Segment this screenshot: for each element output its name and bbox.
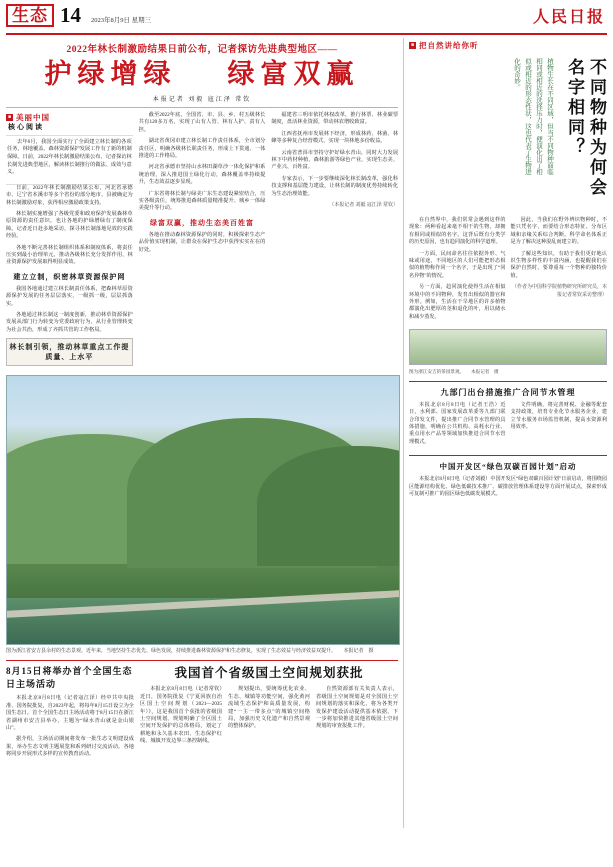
headline-part-2: 绿富双赢 bbox=[227, 59, 360, 89]
nature-talk-signature: （作者为中国科学院植物研究所研究员，本报记者常钦采访整理） bbox=[511, 285, 607, 298]
story-ecology-day-p1: 本报北京8月8日电（记者寇江泽）经中共中央批准、国务院批复，自2023年起，将每年8月15日设立为全国生态日。首个全国生态日主场活动将于8月15日在浙江省湖州市安吉县举办，主题为“绿水青山就是金山银山”。 bbox=[6, 695, 134, 731]
right-divider-2 bbox=[409, 455, 607, 456]
lead-photo bbox=[6, 375, 400, 645]
story-land-plan-col-2 bbox=[228, 686, 310, 749]
main-column bbox=[6, 38, 398, 828]
core-reading-paragraph: 去年6月，我国全面实行了全面建立林长制的各项任务，林地覆盖、森林资源保护发展工作有了新的机制保障。日前，2022年林长制激励结果公布，记者探访林长制先进典型地区，解读林长制推行的做法、成效与意义。 bbox=[7, 138, 132, 176]
lead-c1-p1: 日前，2022年林长制激励结果公布，河北省承德市、辽宁省本溪市等多个省份的部分地市、县被确定为林长制激励对象，获得相应激励政策支持。 bbox=[6, 184, 133, 206]
lead-c3-p3: 云南省普洱市坚持守护好绿水青山，同时大力发展林下中药材种植、森林旅游等绿色产业，实现生态美、产业兴、百姓富。 bbox=[271, 149, 399, 171]
paper-name: 人民日报 bbox=[532, 9, 605, 26]
lead-c2-p2: 湖北省黄冈市建立林长制工作责任体系，全市划分责任区，明确各级林长职责任务，形成上下贯通、一体推进的工作格局。 bbox=[138, 138, 266, 160]
lead-c3-p2: 江西省抚州市发展林下经济，形成林药、林菌、林蜂等多种复合经营模式，实现一块林地多份收益。 bbox=[271, 130, 399, 145]
lead-c2-p5: 各地在推动森林资源保护的同时，积极探索生态产品价值实现机制，让群众在保护生态中获得实实在在的好处。 bbox=[138, 231, 266, 253]
lead-c3-p1: 福建省三明市依托林权改革，推行林票、林业碳票制度，盘活林业资源，带动林农增收致富。 bbox=[271, 112, 399, 126]
right-divider-1 bbox=[409, 381, 607, 382]
lead-subhead-1: 建立立制，织密林草资源保护网 bbox=[13, 272, 126, 281]
story-land-plan bbox=[140, 665, 398, 762]
lead-kicker: 2022年林长制激励结果日前公布，记者探访先进典型地区—— bbox=[66, 45, 338, 55]
lead-c1-p2: 林长制实施增强了各级党委和政府保护发展森林草原资源的责任意识，也让各地的护绿增绿有了制度保障。记者近日赴多地采访，探寻林长制落地见效的实践经验。 bbox=[6, 211, 133, 240]
nature-talk-label: 把自然讲给你听 bbox=[419, 41, 479, 50]
nature-talk-p1: 在自然界中，我们常常会遇到这样的现象：两种看起来毫不相干的生物，却拥有相同或相似的名字。这背后既有分类学的历史原因，也有趋同演化的科学道理。 bbox=[409, 217, 506, 246]
section-flag-nature-talk bbox=[409, 40, 607, 51]
lead-col-2 bbox=[139, 112, 266, 370]
news-water-heading: 九部门出台措施推广合同节水管理 bbox=[440, 387, 576, 397]
lead-c2-p1: 截至2022年底，全国省、市、县、乡、村五级林长共有120多万名，实现了山有人管、林有人护、责有人担。 bbox=[138, 112, 266, 133]
lead-c3-p4: 专家表示，下一步要继续深化林长制改革，强化科技支撑和基层能力建设，让林长制的制度优势持续转化为生态治理效能。 bbox=[271, 175, 399, 197]
lead-c1-p4: 我国各地通过建立林长制责任体系，把森林草原资源保护发展的任务层层落实，一级抓一级，层层抓落实。 bbox=[6, 285, 133, 307]
nature-talk-quote: 植物生长在不同区域，但当不同物种面临相同或相近的选择压力时，便演化出了相似或相近的形态性状，这也代表了生物进化的奇妙。 bbox=[513, 58, 553, 175]
right-column bbox=[403, 38, 607, 828]
red-square-icon: ■ bbox=[7, 115, 12, 121]
nature-talk-body bbox=[409, 217, 607, 325]
story-land-plan-p1: 本报北京8月8日电（记者常钦）近日，国务院批复《宁夏回族自治区国土空间规划（2021—2035年）》，这是我国首个获批的省级国土空间规划。规划明确了全区国土空间开发保护的总体格局，划定了耕地和永久基本农田、生态保护红线、城镇开发边界三条控制线。 bbox=[140, 686, 222, 745]
lead-text-columns bbox=[6, 112, 398, 370]
section-flag-label: 美丽中国 bbox=[16, 113, 50, 122]
news-carbon-p1: 本报北京8月8日电（记者刘毅）中国开发区“绿色双碳百园计划”日前启动，将围绕园区能源结构优化、绿色低碳技术推广、碳排放管理体系建设等方面开展试点，探索形成可复制可推广的园区绿色低碳发展模式。 bbox=[409, 476, 607, 497]
lead-subhead-2: 绿富双赢，推动生态美百姓富 bbox=[150, 218, 254, 227]
bottom-divider bbox=[6, 660, 398, 661]
nature-talk-p3: 另一方面，趋同演化使得生活在相似环境中的不同物种，发育出相似的器官和外形。例如，生活在干旱地区的许多植物都演化出肥厚的茎和退化的叶，用以储水和减少蒸发。 bbox=[409, 284, 506, 320]
core-reading-box bbox=[6, 135, 133, 185]
news-water-body bbox=[409, 402, 607, 450]
nature-talk-p5: 了解这些知识，有助于我们更好地认识生物多样性的丰富内涵，也提醒我们在保护自然时，要尊重每一个物种的独特价值。 bbox=[510, 250, 607, 279]
story-land-plan-title: 我国首个省级国土空间规划获批 bbox=[174, 666, 364, 681]
section-flag-meili-zhongguo bbox=[6, 114, 133, 121]
nature-talk-p4: 因此，当我们在野外辨识物种时，不能只凭名字，而要结合形态特征、分布区域和亲缘关系综合判断。科学命名体系正是为了解决这种混乱而建立的。 bbox=[510, 217, 607, 246]
headline-part-1: 护绿增绿 bbox=[44, 59, 177, 89]
lead-col-3 bbox=[271, 112, 398, 370]
story-land-plan-p2: 规划提出，要统筹优化农业、生态、城镇等功能空间，强化黄河流域生态保护和高质量发展，构建“一主一带多点”的城镇空间格局，加强历史文化遗产和自然景观的整体保护。 bbox=[228, 686, 310, 730]
red-square-icon: ■ bbox=[410, 43, 415, 48]
news-carbon-body bbox=[409, 476, 607, 498]
lead-byline: 本报记者 刘毅 寇江泽 常钦 bbox=[152, 97, 252, 103]
lead-signature: （本报记者 刘毅 寇江泽 常钦） bbox=[329, 203, 399, 209]
right-column-photo bbox=[409, 329, 607, 365]
story-ecology-day bbox=[6, 665, 134, 762]
bottom-stories bbox=[6, 665, 398, 762]
news-water-p1: 本报北京8月8日电（记者王浩）近日，水利部、国家发展改革委等九部门联合印发文件，提出推广合同节水管理的具体措施，明确在公共机构、高耗水行业、重点用水产品等领域加快推进合同节水管理模式。 bbox=[409, 401, 506, 445]
section-label: 生态 bbox=[6, 4, 54, 27]
story-land-plan-columns bbox=[140, 686, 398, 749]
lead-col-1 bbox=[6, 112, 133, 370]
lead-c1-p3: 各地不断完善林长制组织体系和制度体系，将责任压实到最小治理单元，推动各级林长充分发挥作用，林业资源保护发展取得明显成效。 bbox=[6, 244, 133, 266]
lead-c1-p5: 各地通过林长制这一制度创新，推动林草资源保护发展从部门行为转变为党委政府行为，从行业管理转变为社会共治，形成了齐抓共管的工作格局。 bbox=[6, 312, 133, 333]
story-ecology-day-p2: 据介绍，主场活动期间将发布一批生态文明建设成果，举办生态文明主题展览和系列研讨交流活动。各地将同步开展形式多样的宣传教育活动。 bbox=[6, 736, 134, 758]
headline-divider bbox=[6, 107, 398, 108]
story-land-plan-p3: 自然资源部有关负责人表示，省级国土空间规划是对全国国土空间规划的落实和深化，将为各类开发保护建设活动提供基本依据，下一步将加快推进其他省级国土空间规划的审查报批工作。 bbox=[316, 686, 398, 730]
page-columns bbox=[6, 38, 607, 828]
lead-headline bbox=[6, 57, 398, 91]
core-reading-title: 核心阅读 bbox=[8, 123, 44, 132]
masthead-rule bbox=[6, 33, 607, 35]
lead-c2-p3: 河北省承德市坚持山水林田湖草沙一体化保护和系统治理，深入推进国土绿化行动，森林覆盖率持续提升，生态效益逐步显现。 bbox=[138, 164, 266, 186]
story-land-plan-col-3 bbox=[316, 686, 398, 749]
masthead bbox=[6, 4, 607, 32]
nature-talk-p2: 一方面，民间命名往往依据外形、气味或用途，不同地区的人们可能把形态相似的植物称作同一个名字，于是出现了“同名异物”的情况。 bbox=[409, 250, 506, 279]
news-water-p2: 文件明确，将完善财税、金融等配套支持政策，培育专业化节水服务企业，建立节水服务市场监管机制，提高水资源利用效率。 bbox=[510, 401, 607, 430]
publication-date: 2023年8月9日 星期三 bbox=[91, 17, 152, 24]
lead-c2-p4: 广东省将林长制与绿美广东生态建设紧密结合，压实各级责任，统筹推进森林质量精准提升、城乡一体绿美提升等行动。 bbox=[138, 190, 266, 212]
page-number: 14 bbox=[60, 3, 81, 27]
lead-photo-caption: 图为浙江省安吉县余村的生态景观。近年来，当地坚持生态优先、绿色发展，持续推进森林资源保护和生态修复，实现了生态效益与经济效益双提升。 本报记者 摄 bbox=[6, 649, 374, 655]
lead-boxhead-1: 林长制引领，推动林草重点工作提质量、上水平 bbox=[6, 338, 133, 366]
nature-talk-title: 不同物种为何会名字相同？ bbox=[565, 58, 606, 198]
news-carbon-heading: 中国开发区“绿色双碳百园计划”启动 bbox=[439, 462, 577, 472]
right-column-photo-caption: 图为浙江安吉的茶园景观。 本报记者 摄 bbox=[409, 369, 499, 375]
masthead-left bbox=[6, 4, 151, 27]
story-ecology-day-body bbox=[6, 695, 134, 758]
story-land-plan-col-1 bbox=[140, 686, 222, 749]
story-ecology-day-title: 8月15日将举办首个全国生态日主场活动 bbox=[6, 666, 133, 690]
